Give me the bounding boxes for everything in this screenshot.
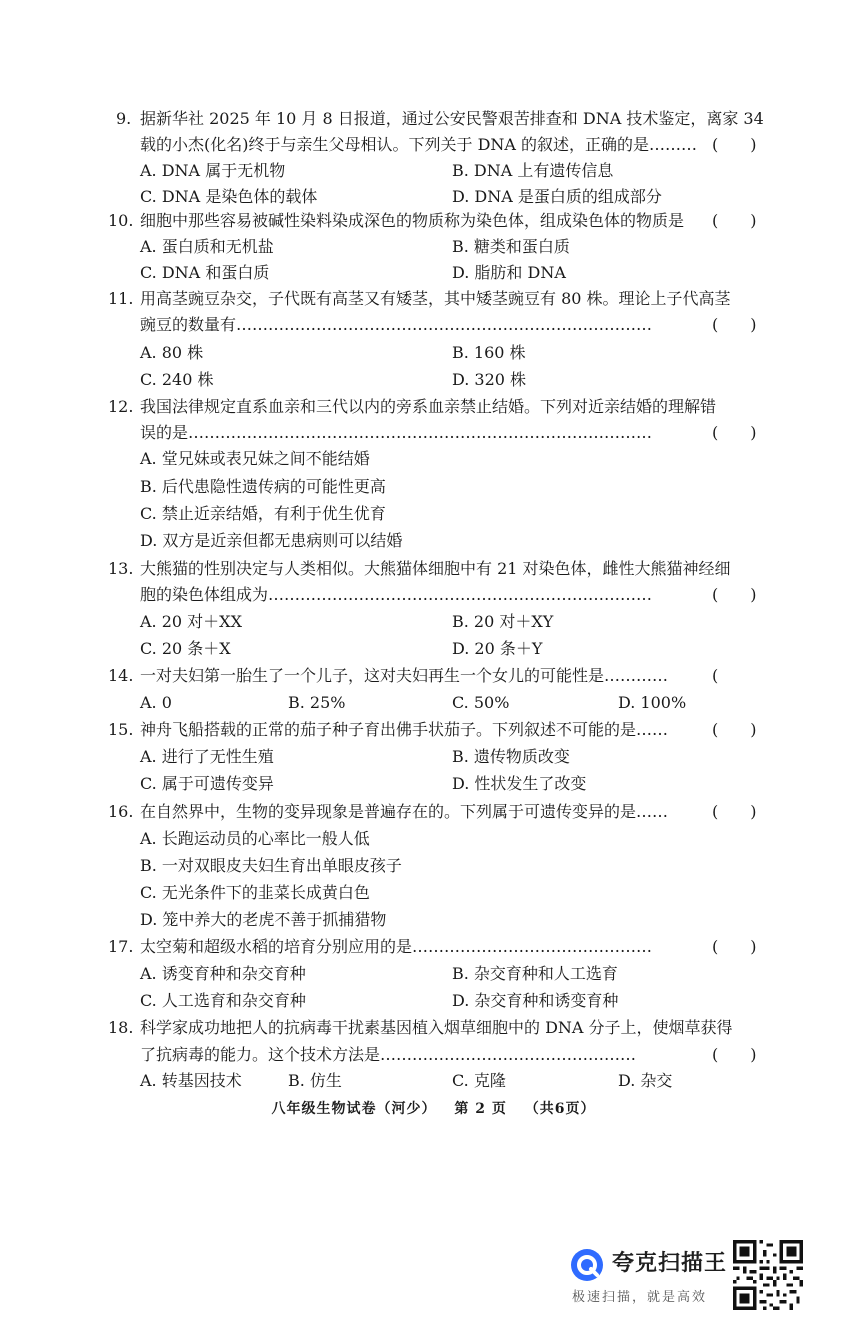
option-b: B. 20 对＋XY <box>452 612 554 631</box>
question-11 <box>0 286 867 312</box>
question-15 <box>0 717 867 743</box>
answer-paren: ( <box>712 666 719 685</box>
footer-title: 八年级生物试卷（河少） <box>271 1101 437 1117</box>
option-c: C. 20 条＋X <box>140 639 231 658</box>
option-d: D. 双方是近亲但都无患病则可以结婚 <box>140 531 403 550</box>
answer-paren: ( ) <box>712 315 757 334</box>
option-c: C. 克隆 <box>452 1071 506 1090</box>
question-stem-line: 胞的染色体组成为……………………………………………………………… <box>140 585 653 604</box>
question-number: 15. <box>108 720 134 739</box>
option-a: A. 蛋白质和无机盐 <box>140 237 274 256</box>
option-a: A. 80 株 <box>140 343 204 362</box>
footer-page: 第 2 页 <box>454 1101 507 1117</box>
question-17 <box>0 934 867 960</box>
question-number: 10. <box>108 211 134 230</box>
question-10 <box>0 208 867 234</box>
option-c: C. 属于可遗传变异 <box>140 774 274 793</box>
option-b: B. 糖类和蛋白质 <box>452 237 570 256</box>
option-d: D. 脂肪和 DNA <box>452 263 566 282</box>
question-stem-line: 细胞中那些容易被碱性染料染成深色的物质称为染色体，组成染色体的物质是 <box>140 211 685 230</box>
option-c: C. 无光条件下的韭菜长成黄白色 <box>140 883 370 902</box>
option-a: A. 长跑运动员的心率比一般人低 <box>140 829 370 848</box>
option-b: B. 仿生 <box>288 1071 342 1090</box>
answer-paren: ( ) <box>712 937 757 956</box>
question-number: 12. <box>108 397 134 416</box>
option-b: B. 遗传物质改变 <box>452 747 570 766</box>
question-stem-line: 误的是…………………………………………………………………………… <box>140 423 653 442</box>
option-d: D. 笼中养大的老虎不善于抓捕猎物 <box>140 910 387 929</box>
option-c: C. 禁止近亲结婚，有利于优生优育 <box>140 504 386 523</box>
option-a: A. 诱变育种和杂交育种 <box>140 964 306 983</box>
option-a: A. 20 对＋XX <box>140 612 242 631</box>
question-18 <box>0 1015 867 1041</box>
option-b: B. 后代患隐性遗传病的可能性更高 <box>140 477 386 496</box>
question-number: 16. <box>108 802 134 821</box>
scanner-slogan: 极速扫描，就是高效 <box>572 1290 708 1305</box>
footer-total: （共6页） <box>524 1101 596 1117</box>
question-number: 9. <box>116 109 132 128</box>
option-b: B. 160 株 <box>452 343 526 362</box>
question-stem-line: 神舟飞船搭载的正常的茄子种子育出佛手状茄子。下列叙述不可能的是…… <box>140 720 669 739</box>
answer-paren: ( ) <box>712 423 757 442</box>
scanner-app-name: 夸克扫描王 <box>612 1251 728 1276</box>
question-stem-line: 在自然界中，生物的变异现象是普遍存在的。下列属于可遗传变异的是…… <box>140 802 669 821</box>
question-stem-line: 据新华社 2025 年 10 月 8 日报道，通过公安民警艰苦排查和 DNA 技术鉴定，离家 34 <box>140 109 764 128</box>
option-c: C. DNA 是染色体的载体 <box>140 187 318 206</box>
option-b: B. 一对双眼皮夫妇生育出单眼皮孩子 <box>140 856 402 875</box>
option-c: C. 240 株 <box>140 370 214 389</box>
question-14 <box>0 663 867 689</box>
option-d: D. 杂交育种和诱变育种 <box>452 991 619 1010</box>
option-a: A. 进行了无性生殖 <box>140 747 274 766</box>
page-footer <box>0 1098 867 1118</box>
option-b: B. 杂交育种和人工选育 <box>452 964 618 983</box>
question-13 <box>0 556 867 582</box>
answer-paren: ( ) <box>712 720 757 739</box>
question-number: 11. <box>108 289 134 308</box>
question-16 <box>0 799 867 825</box>
option-a: A. 堂兄妹或表兄妹之间不能结婚 <box>140 449 370 468</box>
scanner-watermark <box>570 1242 860 1312</box>
option-a: A. 0 <box>140 693 172 712</box>
option-b: B. DNA 上有遗传信息 <box>452 161 614 180</box>
answer-paren: ( ) <box>712 802 757 821</box>
quark-logo-icon <box>570 1248 604 1282</box>
question-number: 14. <box>108 666 134 685</box>
option-a: A. 转基因技术 <box>140 1071 242 1090</box>
option-d: D. 320 株 <box>452 370 527 389</box>
qr-code-icon <box>733 1240 803 1310</box>
answer-paren: ( ) <box>712 585 757 604</box>
option-b: B. 25% <box>288 693 346 712</box>
question-stem-line: 豌豆的数量有…………………………………………………………………… <box>140 315 653 334</box>
option-d: D. DNA 是蛋白质的组成部分 <box>452 187 662 206</box>
question-number: 18. <box>108 1018 134 1037</box>
question-stem-line: 了抗病毒的能力。这个技术方法是………………………………………… <box>140 1045 637 1064</box>
option-c: C. 人工选育和杂交育种 <box>140 991 306 1010</box>
answer-paren: ( ) <box>712 1045 757 1064</box>
question-stem-line: 大熊猫的性别决定与人类相似。大熊猫体细胞中有 21 对染色体，雌性大熊猫神经细 <box>140 559 731 578</box>
question-stem-line: 用高茎豌豆杂交，子代既有高茎又有矮茎，其中矮茎豌豆有 80 株。理论上子代高茎 <box>140 289 731 308</box>
answer-paren: ( ) <box>712 135 757 154</box>
question-stem-line: 科学家成功地把人的抗病毒干扰素基因植入烟草细胞中的 DNA 分子上，使烟草获得 <box>140 1018 733 1037</box>
option-d: D. 100% <box>618 693 687 712</box>
option-d: D. 20 条＋Y <box>452 639 543 658</box>
option-d: D. 性状发生了改变 <box>452 774 587 793</box>
question-9 <box>0 106 867 132</box>
question-12 <box>0 394 867 420</box>
option-c: C. DNA 和蛋白质 <box>140 263 270 282</box>
question-number: 13. <box>108 559 134 578</box>
question-stem-line: 一对夫妇第一胎生了一个儿子，这对夫妇再生一个女儿的可能性是………… <box>140 666 669 685</box>
option-d: D. 杂交 <box>618 1071 673 1090</box>
question-stem-line: 载的小杰(化名)终于与亲生父母相认。下列关于 DNA 的叙述，正确的是……… <box>140 135 698 154</box>
question-number: 17. <box>108 937 134 956</box>
option-a: A. DNA 属于无机物 <box>140 161 286 180</box>
answer-paren: ( ) <box>712 211 757 230</box>
question-stem-line: 我国法律规定直系血亲和三代以内的旁系血亲禁止结婚。下列对近亲结婚的理解错 <box>140 397 717 416</box>
option-c: C. 50% <box>452 693 510 712</box>
question-stem-line: 太空菊和超级水稻的培育分别应用的是……………………………………… <box>140 937 653 956</box>
